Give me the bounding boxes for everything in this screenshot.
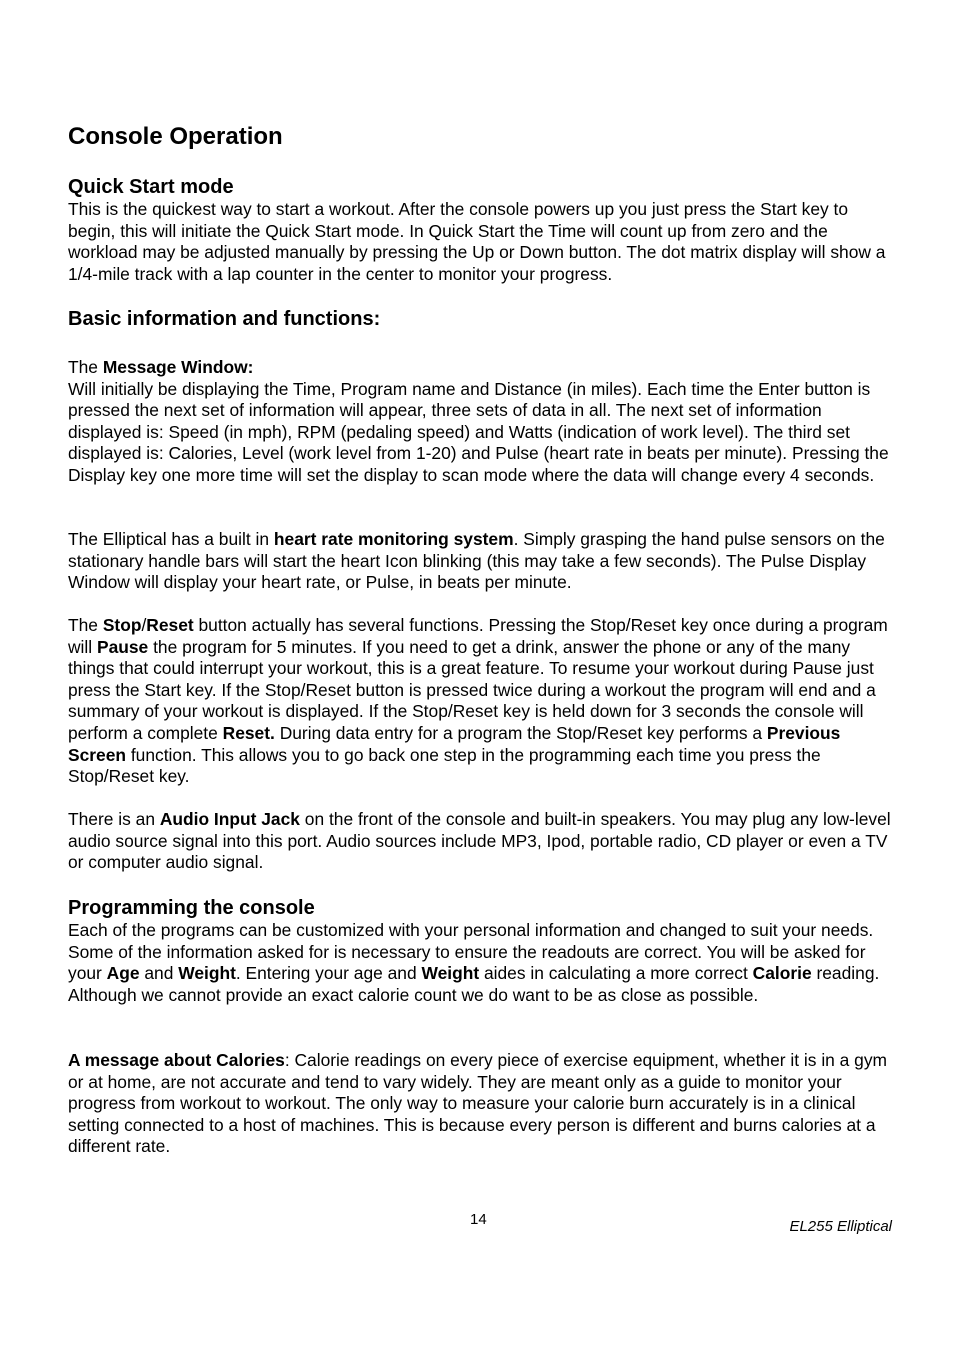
heart-rate-paragraph: The Elliptical has a built in heart rate monitoring system. Simply grasping the hand pulse sensors on the stationary handle bars will start the heart Icon blinking (this may take a few seconds). The Pulse Display Window will display your heart rate, or Pulse, in beats per minute. [68,529,885,593]
calorie-term: Calorie [752,963,812,984]
page-title: Console Operation [68,123,283,150]
message-window-prefix: The [68,357,103,377]
heart-rate-term: heart rate monitoring system [273,529,514,549]
age-term: Age [106,963,140,984]
message-window-text: Will initially be displaying the Time, Program name and Distance (in miles). Each time the Enter button is pressed the next set of information will appear, three sets of data in all. The next set of information displayed is: Speed (in mph), RPM (pedaling speed) and Watts (indication of work level). The third set displayed is: Calories, Level (work level from 1-20) and Pulse (heart rate in beats per minute). Pressing the Display key one more time will set the display to scan mode where the data will change every 4 seconds. [68,378,889,485]
calories-message-label: A message about Calories [68,1050,285,1070]
quick-start-paragraph: This is the quickest way to start a workout. After the console powers up you just press the Start key to begin, this will initiate the Quick Start mode. In Quick Start the Time will count up from zero and the workload may be adjusted manually by pressing the Up or Down button. The dot matrix display will show a 1/4-mile track with a lap counter in the center to monitor your progress. [68,199,886,284]
programming-heading: Programming the console [68,897,315,919]
weight-term: Weight [178,963,236,984]
audio-paragraph: There is an Audio Input Jack on the front of the console and built-in speakers. You may plug any low-level audio source signal into this port. Audio sources include MP3, Ipod, portable radio, CD player or even a TV or computer audio signal. [68,809,891,873]
calories-paragraph: A message about Calories: Calorie readings on every piece of exercise equipment, whether it is in a gym or at home, are not accurate and tend to vary widely. They are meant only as a guide to monitor your progress from workout to workout. The only way to measure your calorie burn accurately is in a clinical setting connected to a host of machines. This is because every person is different and burns calories at a different rate. [68,1050,888,1157]
footer-document-title: EL255 Elliptical [789,1218,892,1235]
reset-complete-term: Reset. [222,722,275,743]
page-number: 14 [470,1211,487,1228]
previous-screen-term: Previous Screen [68,722,841,765]
weight-term-2: Weight [421,963,480,984]
stop-reset-paragraph: The Stop/Reset button actually has several functions. Pressing the Stop/Reset key once during a program will Pause the program for 5 minutes. If you need to get a drink, answer the phone or any of the many things that could interrupt your workout, this is a great feature. To resume your workout during Pause just press the Start key. If the Stop/Reset button is pressed twice during a workout the program will end and a summary of your workout is displayed. If the Stop/Reset key is held down for 3 seconds the console will perform a complete Reset. During data entry for a program the Stop/Reset key performs a Previous Screen function. This allows you to go back one step in the programming each time you press the Stop/Reset key. [68,615,888,787]
basic-info-heading: Basic information and functions: [68,308,381,330]
programming-paragraph: Each of the programs can be customized with your personal information and changed to suit your needs. Some of the information asked for is necessary to ensure the readouts are correct. You will be asked for your Age and Weight. Entering your age and Weight aides in calculating a more correct Calorie reading. Although we cannot provide an exact calorie count we do want to be as close as possible. [68,920,880,1005]
audio-jack-term: Audio Input Jack [159,809,300,829]
pause-term: Pause [96,636,149,657]
reset-term: Reset [146,615,194,635]
quick-start-heading: Quick Start mode [68,176,234,198]
message-window-label: Message Window: [102,357,254,377]
message-window-paragraph [68,357,894,487]
stop-term: Stop [102,615,142,635]
